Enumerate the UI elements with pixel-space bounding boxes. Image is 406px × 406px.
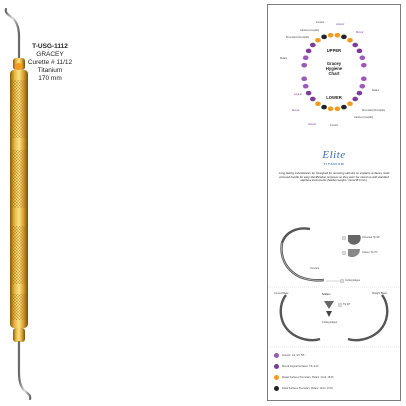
legend-text: Mesial Surfaces Premolars, Molars: 11/12, 15/16: [282, 376, 334, 379]
legend-color-dot: [274, 375, 279, 380]
legend-text: Anterior: 1/2, 3/4, 5/6: [282, 354, 305, 357]
product-code: T-USG-1112: [32, 43, 68, 50]
brand-subtitle: TITANIUM: [323, 162, 345, 166]
product-type: GRACEY: [36, 51, 64, 58]
chart-title-line3: Chart: [328, 71, 340, 76]
scaler-straight-blade: Straight Blade: [372, 292, 388, 295]
label-premolars-bottom: Premolars (bicuspids): [362, 109, 386, 112]
label-lingual: Lingual: [294, 93, 302, 96]
curettes-diagram: [268, 5, 400, 400]
brand-logo: Elite: [322, 149, 346, 161]
scaler-tip: Tip 90°: [343, 303, 351, 306]
curette-universal-tip: Universal Tip 90°: [362, 236, 381, 239]
label-canines-top: Canines (cuspids): [300, 29, 320, 32]
chart-title-line1: Gracey: [326, 61, 342, 66]
legend-item: [272, 351, 396, 361]
legend-color-dot: [274, 353, 279, 358]
legend-item: [272, 373, 396, 383]
label-buccal-bottom: Buccal: [292, 109, 300, 112]
label-premolars-top: Premolars (bicuspids): [286, 36, 310, 39]
scaler-cutting-edges: Cutting Edges: [322, 321, 338, 324]
legend-text: Distal Surfaces Premolars, Molars: 13/14, 17/18: [282, 387, 333, 390]
product-description: Long lasting solid titanium tip. Designed for removing calculus on implants surfaces. Gold coloured handle for easy identification purposes so they won't be mixed up with standard stainless instruments (feather weight / round Ø 9 mm).: [278, 171, 390, 183]
curettes-label: Curettes: [310, 267, 320, 270]
label-incisors-bottom: Incisors: [330, 124, 339, 127]
label-anterior-top: Anterior: [336, 23, 345, 26]
curette-cutting-edges: Cutting Edges: [345, 279, 361, 282]
product-material: Titanium: [37, 67, 63, 74]
label-incisors-top: Incisors: [316, 21, 325, 24]
legend-color-dot: [274, 386, 279, 391]
curette-gracey-tip: Gracey Tip 70°: [362, 251, 378, 254]
product-length: 170 mm: [38, 75, 62, 82]
scaler-curved-blade: Curved Blade: [274, 292, 289, 295]
product-curette: Curette # 11/12: [27, 59, 73, 66]
chart-title-line2: Hygiene: [325, 66, 343, 71]
color-code-dot: [15, 63, 22, 70]
scalers-label: Scalers: [322, 293, 331, 296]
label-canines-bottom: Canines (cuspids): [354, 116, 374, 119]
gracey-chart-card: [267, 4, 401, 401]
chart-upper-label: UPPER: [326, 48, 342, 53]
label-molars-top: Molars: [280, 57, 288, 60]
chart-lower-label: LOWER: [326, 95, 342, 100]
label-buccal-top: Buccal: [356, 31, 364, 34]
label-molars-bottom: Molars: [372, 89, 380, 92]
legend-color-dot: [274, 364, 279, 369]
legend-item: [272, 362, 396, 372]
legend-text: Buccal Lingual Surfaces: 7/8, 9/10: [282, 365, 319, 368]
dental-instrument-illustration: [0, 0, 60, 406]
label-anterior-bottom: Anterior: [308, 123, 317, 126]
legend-item: [272, 384, 396, 394]
